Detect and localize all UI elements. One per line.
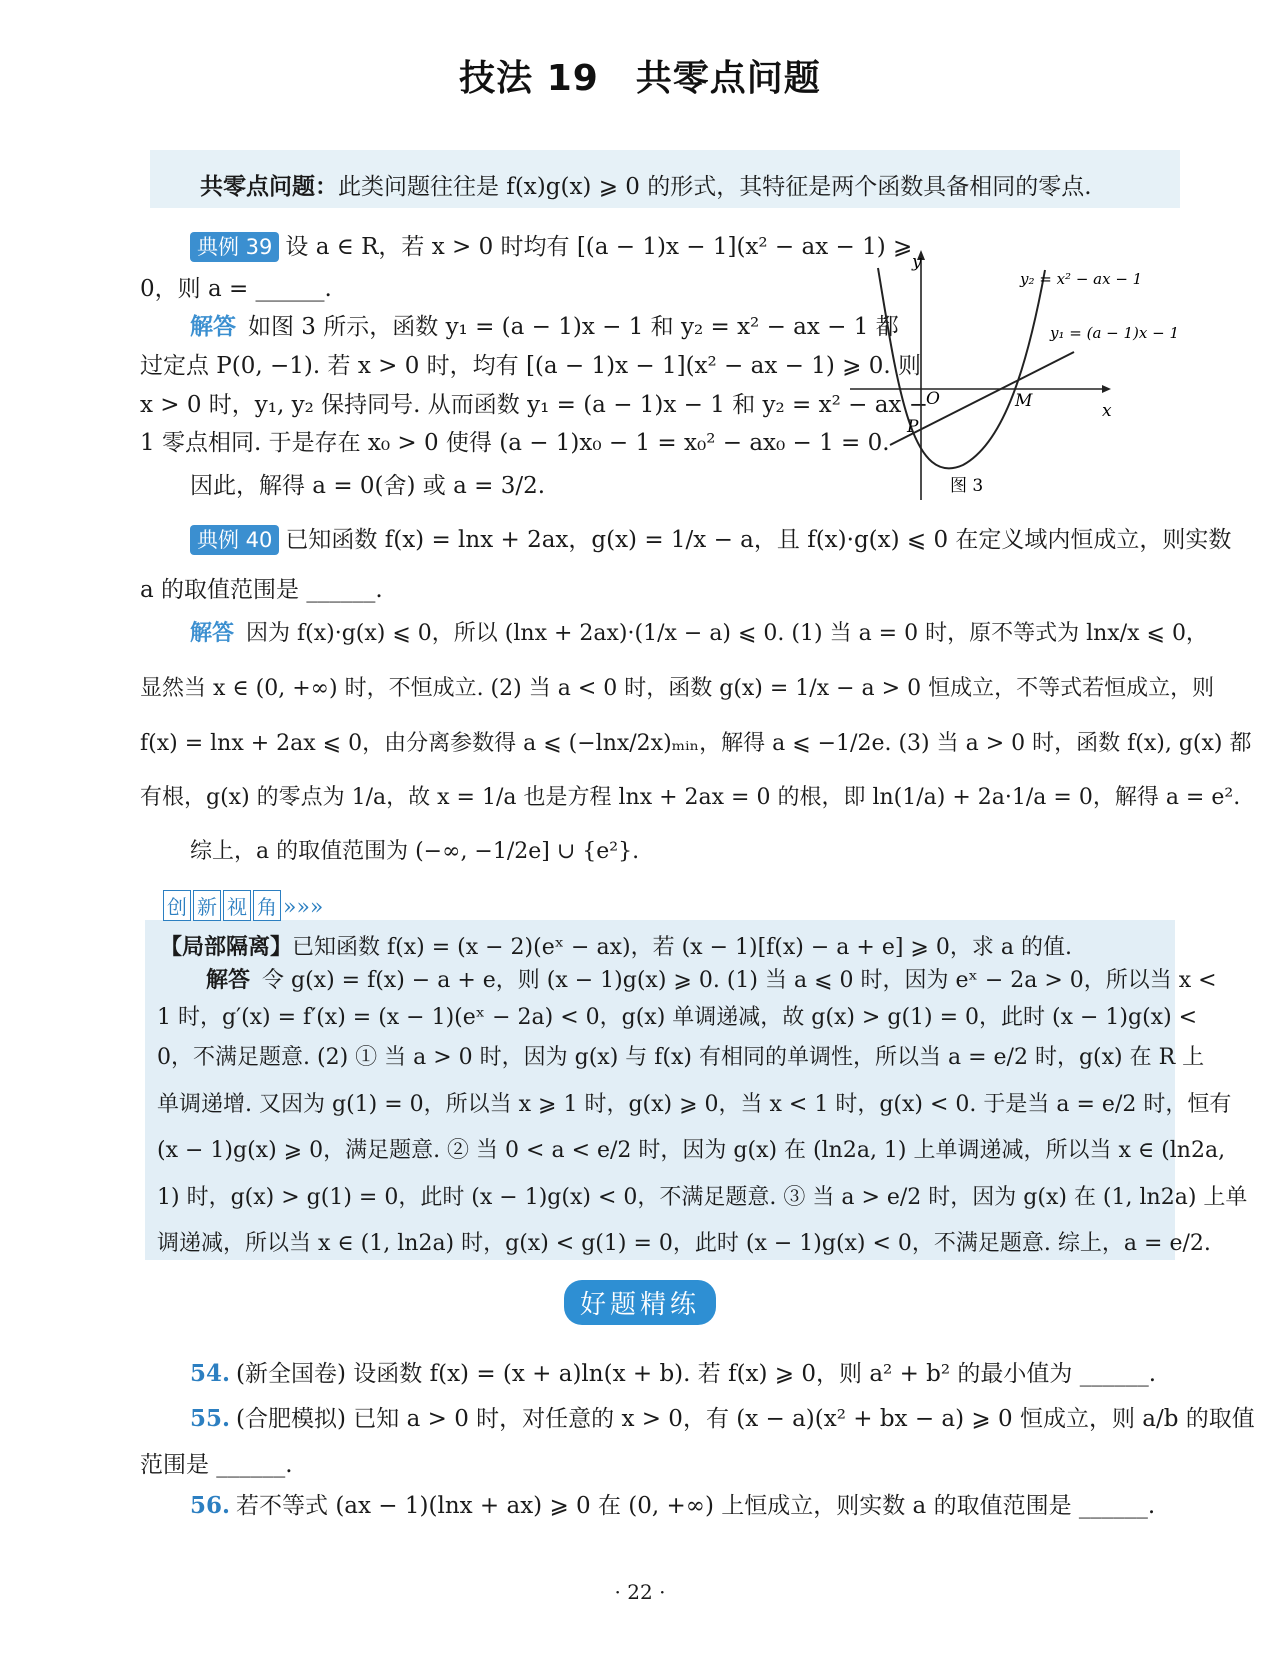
example39-text-1: 设 a ∈ R，若 x > 0 时均有 [(a − 1)x − 1](x² − ax − 1) ⩾ [285, 234, 913, 260]
example40-answer-line-1 [190, 620, 1208, 648]
example40-line-1 [190, 525, 1231, 555]
innovation-answer-text-1: 令 g(x) = f(x) − a + e，则 (x − 1)g(x) ⩾ 0. (1) 当 a ⩽ 0 时，因为 eˣ − 2a > 0，所以当 x < [262, 968, 1217, 993]
problem-text: 范围是 ______. [140, 1452, 293, 1478]
problem-55-continued [140, 1446, 293, 1479]
line-label: y₁ = (a − 1)x − 1 [1050, 324, 1179, 342]
example40-text-1: 已知函数 f(x) = lnx + 2ax，g(x) = 1/x − a，且 f(x)·g(x) ⩽ 0 在定义域内恒成立，则实数 [285, 527, 1232, 553]
example39-answer-line-5: 因此，解得 a = 0(舍) 或 a = 3/2. [190, 473, 546, 499]
innovation-question [160, 930, 1072, 961]
innovation-header [163, 890, 323, 921]
problem-56 [190, 1487, 1155, 1520]
innovation-answer-line-5: (x − 1)g(x) ⩾ 0，满足题意. ② 当 0 < a < e/2 时，因为 g(x) 在 (ln2a, 1) 上单调递减，所以当 x ∈ (ln2a, [157, 1138, 1226, 1163]
innovation-answer-line-4: 单调递增. 又因为 g(1) = 0，所以当 x ⩾ 1 时，g(x) ⩾ 0，当 x < 1 时，g(x) < 0. 于是当 a = e/2 时，恒有 [157, 1092, 1232, 1117]
innovation-char-4: 角 [253, 890, 281, 921]
innovation-answer-line-7: 调递减，所以当 x ∈ (1, ln2a) 时，g(x) < g(1) = 0，此时 (x − 1)g(x) < 0，不满足题意. 综上，a = e/2. [157, 1231, 1211, 1256]
example39-line-2: 0，则 a = ______. [140, 276, 332, 302]
example40-line-2: a 的取值范围是 ______. [140, 577, 383, 603]
answer-label: 解答 [206, 968, 251, 993]
example39-answer-text-1: 如图 3 所示，函数 y₁ = (a − 1)x − 1 和 y₂ = x² − ax − 1 都 [248, 314, 899, 340]
problem-text: 若不等式 (ax − 1)(lnx + ax) ⩾ 0 在 (0, +∞) 上恒成立，则实数 a 的取值范围是 ______. [236, 1493, 1156, 1519]
answer-label: 解答 [190, 314, 236, 340]
innovation-answer-line-3: 0，不满足题意. (2) ① 当 a > 0 时，因为 g(x) 与 f(x) 有相同的单调性，所以当 a = e/2 时，g(x) 在 R 上 [157, 1045, 1205, 1070]
figure-caption: 图 3 [950, 476, 984, 496]
example39-line-1 [190, 232, 912, 262]
innovation-char-1: 创 [163, 890, 191, 921]
page-title: 技法 19 共零点问题 [459, 58, 821, 99]
example40-answer-line-3: f(x) = lnx + 2ax ⩽ 0，由分离参数得 a ⩽ (−lnx/2x)ₘᵢₙ，解得 a ⩽ −1/2e. (3) 当 a > 0 时，函数 f(x), g(x) 都 [140, 731, 1252, 756]
innovation-question-text: 已知函数 f(x) = (x − 2)(eˣ − ax)，若 (x − 1)[f(x) − a + e] ⩾ 0，求 a 的值. [292, 935, 1072, 960]
innovation-answer-line-2: 1 时，g′(x) = f′(x) = (x − 1)(eˣ − 2a) < 0，g(x) 单调递减，故 g(x) > g(1) = 0，此时 (x − 1)g(x) < [157, 1005, 1198, 1030]
example40-tag: 典例 40 [190, 525, 279, 555]
definition-label: 共零点问题： [200, 174, 338, 200]
problem-text: (新全国卷) 设函数 f(x) = (x + a)ln(x + b). 若 f(x) ⩾ 0，则 a² + b² 的最小值为 ______. [236, 1361, 1157, 1387]
innovation-arrows: »»» [283, 895, 324, 920]
example40-answer-line-4: 有根，g(x) 的零点为 1/a，故 x = 1/a 也是方程 lnx + 2ax = 0 的根，即 ln(1/a) + 2a·1/a = 0，解得 a = e². [140, 785, 1241, 810]
innovation-char-3: 视 [223, 890, 251, 921]
example39-answer-line-1 [190, 313, 899, 342]
problem-55 [190, 1400, 1255, 1433]
x-axis-arrow [1102, 385, 1111, 393]
page-number: · 22 · [614, 1580, 666, 1604]
point-m-label: M [1015, 391, 1033, 411]
example40-answer-line-2: 显然当 x ∈ (0, +∞) 时，不恒成立. (2) 当 a < 0 时，函数 g(x) = 1/x − a > 0 恒成立，不等式若恒成立，则 [140, 676, 1215, 701]
y-axis-label: y [912, 252, 922, 272]
example40-answer-line-5: 综上，a 的取值范围为 (−∞, −1/2e] ∪ {e²}. [190, 839, 640, 864]
answer-label: 解答 [190, 621, 235, 646]
problem-number: 55. [190, 1405, 231, 1432]
innovation-answer-line-6: 1) 时，g(x) > g(1) = 0，此时 (x − 1)g(x) < 0，不满足题意. ③ 当 a > e/2 时，因为 g(x) 在 (1, ln2a) 上单 [157, 1185, 1248, 1210]
definition-text: 此类问题往往是 f(x)g(x) ⩾ 0 的形式，其特征是两个函数具备相同的零点. [338, 174, 1092, 200]
origin-label: O [926, 389, 940, 409]
curve-label: y₂ = x² − ax − 1 [1020, 270, 1143, 288]
practice-heading-label: 好题精练 [564, 1280, 716, 1325]
figure-3 [840, 240, 1210, 505]
x-axis-label: x [1102, 401, 1112, 421]
problem-text: (合肥模拟) 已知 a > 0 时，对任意的 x > 0，有 (x − a)(x² + bx − a) ⩾ 0 恒成立，则 a/b 的取值 [236, 1406, 1255, 1432]
innovation-answer-line-1 [206, 963, 1217, 994]
practice-heading [0, 1280, 1280, 1325]
problem-54 [190, 1355, 1156, 1388]
point-p-label: P [907, 417, 919, 437]
example39-answer-line-4: 1 零点相同. 于是存在 x₀ > 0 使得 (a − 1)x₀ − 1 = x₀² − ax₀ − 1 = 0. [140, 430, 890, 456]
example39-answer-line-2: 过定点 P(0, −1). 若 x > 0 时，均有 [(a − 1)x − 1](x² − ax − 1) ⩾ 0. 则 [140, 353, 921, 379]
problem-number: 54. [190, 1360, 231, 1387]
innovation-char-2: 新 [193, 890, 221, 921]
innovation-bracket-label: 【局部隔离】 [160, 935, 293, 960]
example39-tag: 典例 39 [190, 232, 279, 262]
problem-number: 56. [190, 1492, 231, 1519]
example40-answer-text-1: 因为 f(x)·g(x) ⩽ 0，所以 (lnx + 2ax)·(1/x − a) ⩽ 0. (1) 当 a = 0 时，原不等式为 lnx/x ⩽ 0， [246, 621, 1208, 646]
example39-answer-line-3: x > 0 时，y₁, y₂ 保持同号. 从而函数 y₁ = (a − 1)x − 1 和 y₂ = x² − ax − [140, 392, 928, 418]
definition [200, 168, 1092, 201]
